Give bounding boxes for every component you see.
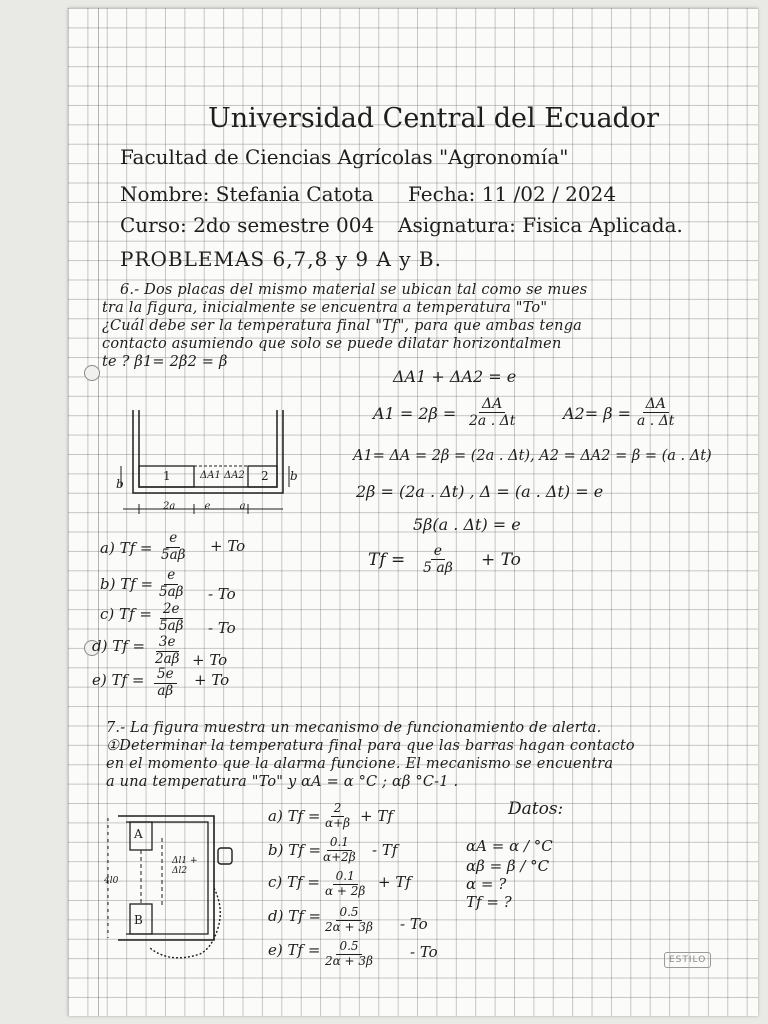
- p6-option-d-label: d) Tf =: [92, 637, 146, 655]
- p6-a2-fraction: $\frac{\Delta A}{a . \Delta t}$: [637, 396, 675, 430]
- p7-fig-gap: Δl1 + Δl2: [172, 856, 198, 877]
- p7-data-line: α = ?: [466, 875, 507, 893]
- p7-data-line: αβ = β / °C: [466, 857, 550, 875]
- p6-work-eq5: 2β = (2a . Δt) , Δ = (a . Δt) = e: [356, 482, 604, 501]
- p7-figure: [100, 808, 250, 968]
- p7-option-d-label: d) Tf =: [268, 907, 322, 925]
- p6-work-result-label: Tf =: [368, 550, 406, 570]
- p7-fig-left-mid: 4l0: [104, 876, 119, 886]
- p6-statement-line: ¿Cuál debe ser la temperatura final "Tf", para que ambas tenga: [102, 318, 583, 334]
- date-line: Fecha: 11 /02 / 2024: [408, 182, 617, 206]
- p7-option-b-fraction: $\frac{0.1}{\alpha+2\beta}$: [323, 835, 356, 864]
- p7-option-a-label: a) Tf =: [268, 807, 321, 825]
- p6-option-b-label: b) Tf =: [100, 575, 154, 593]
- p7-statement-line: 7.- La figura muestra un mecanismo de funcionamiento de alerta.: [106, 720, 602, 736]
- p6-work-eq3: A2= β =: [563, 404, 631, 423]
- p7-option-c-fraction: $\frac{0.1}{\alpha + 2\beta}$: [325, 869, 366, 898]
- p6-option-c-tail: - To: [208, 619, 236, 637]
- p6-option-a-fraction: $\frac{e}{5a\beta}$: [161, 530, 186, 563]
- p7-data-title: Datos:: [508, 799, 564, 819]
- p6-option-c-fraction: $\frac{2e}{5a\beta}$: [159, 601, 184, 634]
- student-name: Nombre: Stefania Catota: [120, 182, 374, 206]
- course-line: Curso: 2do semestre 004: [120, 213, 375, 237]
- p6-option-c-label: c) Tf =: [100, 605, 152, 623]
- brand-stamp: ESTILO: [664, 952, 711, 968]
- notebook-page: [68, 8, 758, 1016]
- p6-statement-line: 6.- Dos placas del mismo material se ubican tal como se mues: [120, 282, 588, 298]
- subject-line: Asignatura: Fisica Aplicada.: [398, 213, 683, 237]
- p6-work-eq4: A1= ΔA = 2β = (2a . Δt), A2 = ΔA2 = β = (a . Δt): [353, 448, 712, 464]
- binder-hole: [84, 365, 100, 381]
- p6-option-a-tail: + To: [210, 537, 246, 555]
- p6-statement-line: contacto asumiendo que solo se puede dilatar horizontalmen: [102, 336, 562, 352]
- p6-fig-b-left: b: [116, 477, 124, 491]
- p7-option-d-tail: - To: [400, 915, 428, 933]
- p6-option-d-fraction: $\frac{3e}{2a\beta}$: [155, 634, 180, 667]
- p7-data-line: Tf = ?: [466, 893, 512, 911]
- p6-work-eq6: 5β(a . Δt) = e: [413, 515, 521, 534]
- p7-option-e-tail: - To: [410, 943, 438, 961]
- p6-fig-dims: 2a e a: [163, 501, 246, 512]
- p7-option-e-fraction: $\frac{0.5}{2\alpha + 3\beta}$: [325, 939, 373, 968]
- p6-option-b-fraction: $\frac{e}{5a\beta}$: [159, 567, 184, 600]
- p7-option-a-tail: + Tf: [360, 807, 393, 825]
- p6-statement-line: tra la figura, inicialmente se encuentra a temperatura "To": [102, 300, 548, 316]
- p7-fig-bar-a: A: [134, 827, 143, 841]
- p6-work-eq2: A1 = 2β =: [373, 404, 457, 423]
- p6-statement-line: te ? β1= 2β2 = β: [102, 354, 228, 370]
- p6-option-e-tail: + To: [194, 671, 230, 689]
- p6-fig-gap: ΔA1 ΔA2: [200, 470, 245, 481]
- p7-option-c-label: c) Tf =: [268, 873, 320, 891]
- university-title: Universidad Central del Ecuador: [208, 103, 659, 134]
- p7-option-b-label: b) Tf =: [268, 841, 322, 859]
- p6-option-e-fraction: $\frac{5e}{a\beta}$: [154, 667, 177, 699]
- p7-statement-line: ①Determinar la temperatura final para que las barras hagan contacto: [106, 738, 635, 754]
- p7-option-c-tail: + Tf: [378, 873, 411, 891]
- p6-work-result-tail: + To: [481, 550, 521, 570]
- p6-fig-plate1: 1: [163, 469, 171, 483]
- p6-option-b-tail: - To: [208, 585, 236, 603]
- p7-statement-line: a una temperatura "To" y αA = α °C ; αβ °C-1 .: [106, 774, 459, 790]
- problems-title: PROBLEMAS 6,7,8 y 9 A y B.: [120, 247, 442, 271]
- p6-fig-b-right: b: [290, 469, 298, 483]
- p6-result-fraction: $\frac{e}{5 a\beta}$: [423, 543, 453, 577]
- p7-fig-bar-b: B: [134, 913, 143, 927]
- p6-option-e-label: e) Tf =: [92, 671, 145, 689]
- p7-option-b-tail: - Tf: [372, 841, 398, 859]
- p6-option-d-tail: + To: [192, 651, 228, 669]
- p7-data-line: αA = α / °C: [466, 837, 553, 855]
- margin-line: [98, 8, 99, 1016]
- p6-fig-plate2: 2: [261, 469, 269, 483]
- p6-a1-fraction: $\frac{\Delta A}{2a . \Delta t}$: [469, 396, 516, 430]
- p7-option-d-fraction: $\frac{0.5}{2\alpha + 3\beta}$: [325, 905, 373, 934]
- p7-option-a-fraction: $\frac{2}{\alpha+\beta}$: [325, 801, 351, 830]
- p6-option-a-label: a) Tf =: [100, 539, 153, 557]
- faculty-line: Facultad de Ciencias Agrícolas "Agronomía": [120, 145, 569, 169]
- p7-option-e-label: e) Tf =: [268, 941, 321, 959]
- p6-work-eq1: ΔA1 + ΔA2 = e: [393, 367, 517, 386]
- p7-statement-line: en el momento que la alarma funcione. El mecanismo se encuentra: [106, 756, 614, 772]
